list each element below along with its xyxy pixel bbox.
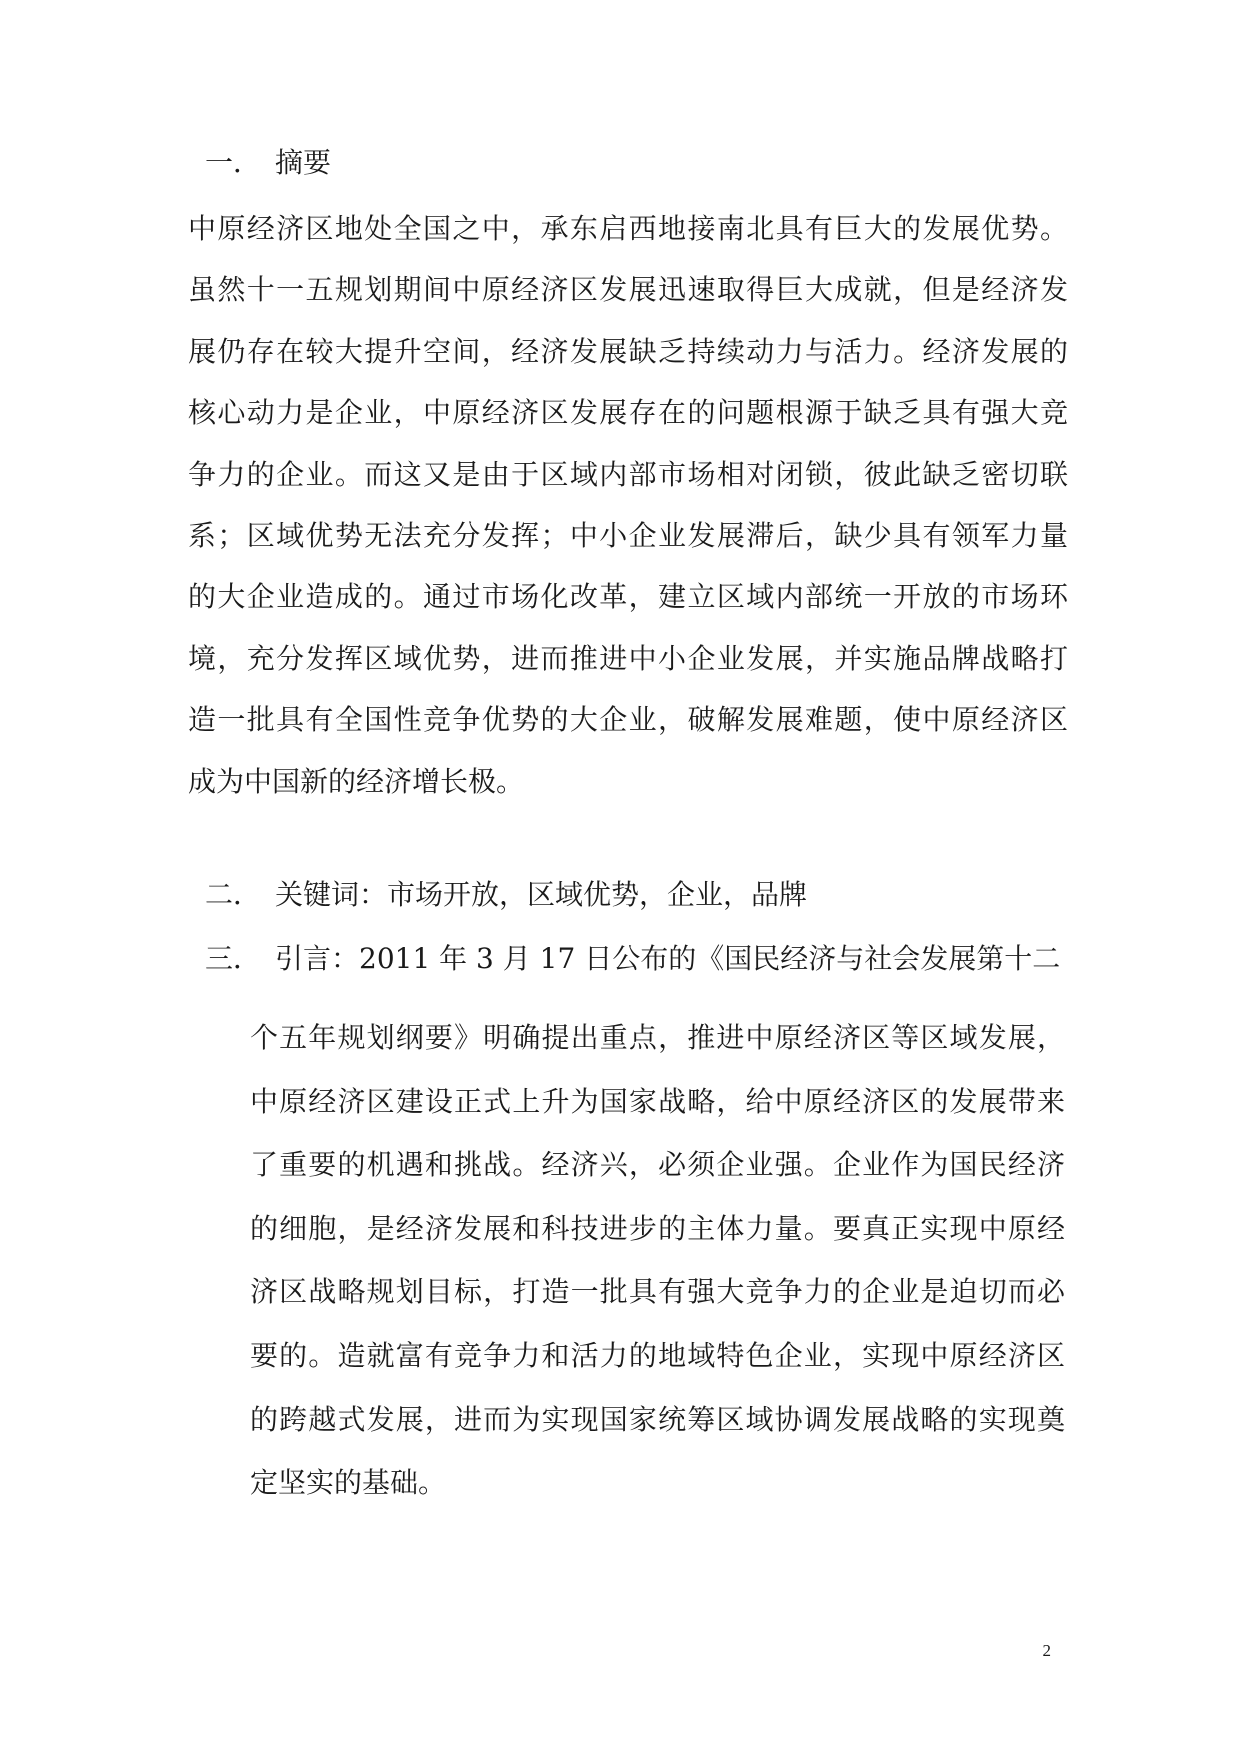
- abstract-heading: [205, 143, 331, 183]
- abstract-line: 虽然十一五规划期间中原经济区发展迅速取得巨大成就，但是经济发: [188, 273, 1068, 307]
- abstract-line: 展仍存在较大提升空间，经济发展缺乏持续动力与活力。经济发展的: [188, 334, 1068, 368]
- abstract-line: 系；区域优势无法充分发挥；中小企业发展滞后，缺少具有领军力量: [188, 518, 1068, 552]
- abstract-heading-title: 摘要: [275, 146, 332, 179]
- intro-body: [250, 1006, 1065, 1515]
- keywords-text: 关键词：市场开放，区域优势，企业，品牌: [275, 878, 808, 911]
- intro-first-line-text: 引言：2011 年 3 月 17 日公布的《国民经济与社会发展第十二: [275, 942, 1061, 975]
- abstract-line: 造一批具有全国性竞争优势的大企业，破解发展难题，使中原经济区: [188, 703, 1068, 737]
- intro-line: 的细胞，是经济发展和科技进步的主体力量。要真正实现中原经: [250, 1211, 1065, 1245]
- abstract-line: 境，充分发挥区域优势，进而推进中小企业发展，并实施品牌战略打: [188, 641, 1068, 675]
- abstract-line: 的大企业造成的。通过市场化改革，建立区域内部统一开放的市场环: [188, 580, 1068, 614]
- keywords-number: 二．: [205, 878, 262, 911]
- abstract-line: 成为中国新的经济增长极。: [188, 764, 525, 798]
- abstract-body: [188, 198, 1068, 812]
- intro-line: 要的。造就富有竞争力和活力的地域特色企业，实现中原经济区: [250, 1338, 1065, 1372]
- intro-line: 的跨越式发展，进而为实现国家统筹区域协调发展战略的实现奠: [250, 1402, 1065, 1436]
- intro-first-line: [205, 939, 1065, 979]
- intro-line: 个五年规划纲要》明确提出重点，推进中原经济区等区域发展，: [250, 1021, 1065, 1054]
- abstract-heading-number: 一．: [205, 146, 262, 179]
- intro-number: 三．: [205, 942, 262, 975]
- abstract-line: 核心动力是企业，中原经济区发展存在的问题根源于缺乏具有强大竞: [188, 396, 1068, 430]
- page-number: 2: [1042, 1641, 1051, 1660]
- abstract-line: 争力的企业。而这又是由于区域内部市场相对闭锁，彼此缺乏密切联: [188, 457, 1068, 491]
- keywords-line: [205, 875, 807, 915]
- intro-line: 中原经济区建设正式上升为国家战略，给中原经济区的发展带来: [250, 1084, 1065, 1118]
- intro-line: 了重要的机遇和挑战。经济兴，必须企业强。企业作为国民经济: [250, 1148, 1065, 1182]
- abstract-line: 中原经济区地处全国之中，承东启西地接南北具有巨大的发展优势。: [188, 212, 1068, 245]
- intro-line: 济区战略规划目标，打造一批具有强大竞争力的企业是迫切而必: [250, 1275, 1065, 1309]
- intro-line: 定坚实的基础。: [250, 1466, 447, 1500]
